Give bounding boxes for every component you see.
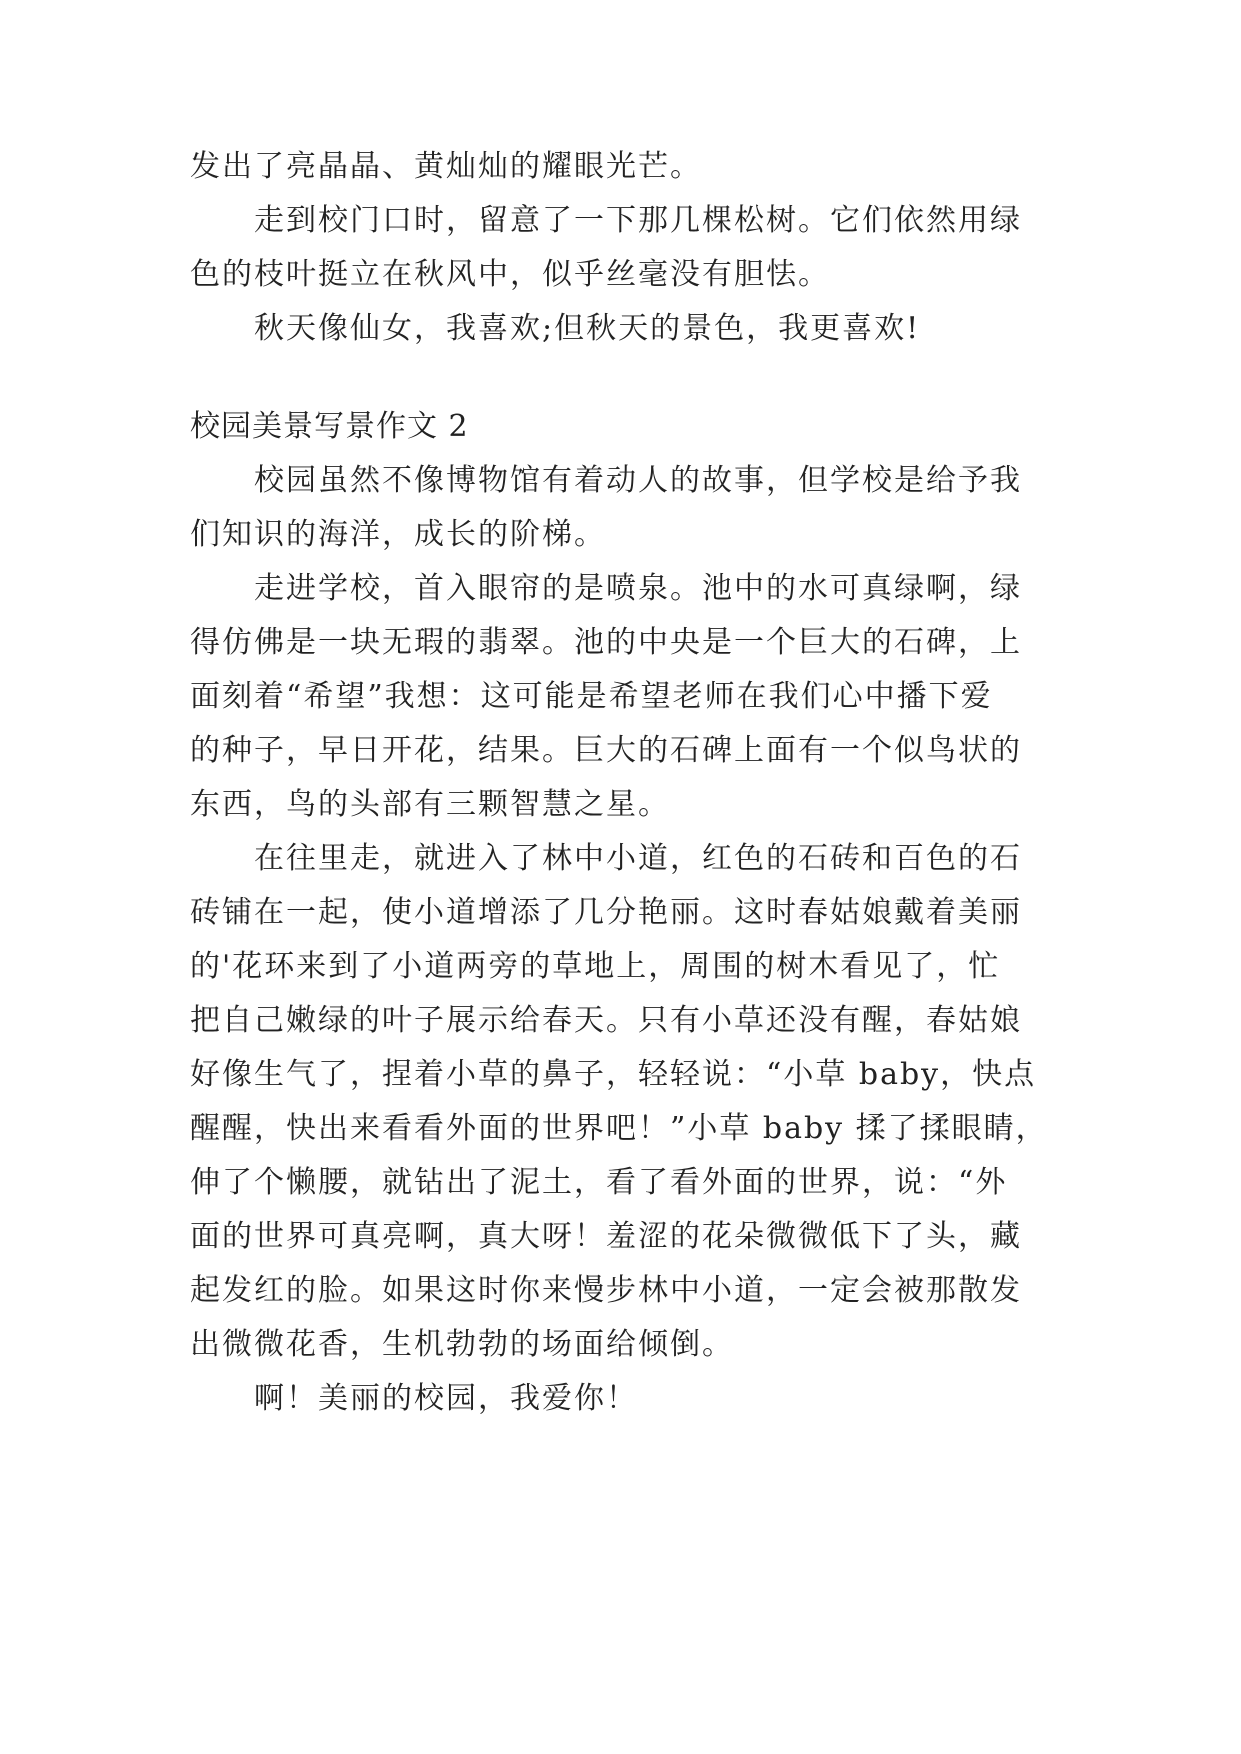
paragraph-line: 伸了个懒腰，就钻出了泥土，看了看外面的世界，说：“外	[190, 1165, 1008, 1200]
paragraph-line: 校园虽然不像博物馆有着动人的故事，但学校是给予我	[254, 463, 1022, 498]
paragraph-line: 好像生气了，捏着小草的鼻子，轻轻说：“小草 baby，快点	[190, 1057, 1037, 1092]
paragraph-line: 砖铺在一起，使小道增添了几分艳丽。这时春姑娘戴着美丽	[190, 895, 1022, 930]
paragraph-line: 在往里走，就进入了林中小道，红色的石砖和百色的石	[254, 841, 1022, 876]
paragraph-line: 面的世界可真亮啊，真大呀！羞涩的花朵微微低下了头，藏	[190, 1219, 1022, 1254]
paragraph-line: 面刻着“希望”我想：这可能是希望老师在我们心中播下爱	[190, 679, 993, 714]
paragraph-line: 出微微花香，生机勃勃的场面给倾倒。	[190, 1327, 734, 1362]
paragraph-line: 醒醒，快出来看看外面的世界吧！”小草 baby 揉了揉眼睛，	[190, 1111, 1048, 1146]
paragraph-line: 得仿佛是一块无瑕的翡翠。池的中央是一个巨大的石碑，上	[190, 625, 1022, 660]
paragraph-line: 走进学校，首入眼帘的是喷泉。池中的水可真绿啊，绿	[254, 571, 1022, 606]
paragraph-line: 色的枝叶挺立在秋风中，似乎丝毫没有胆怯。	[190, 257, 830, 292]
paragraph-line: 啊！美丽的校园，我爱你！	[254, 1381, 638, 1416]
paragraph-line: 把自己嫩绿的叶子展示给春天。只有小草还没有醒，春姑娘	[190, 1003, 1022, 1038]
paragraph-line: 走到校门口时，留意了一下那几棵松树。它们依然用绿	[254, 203, 1022, 238]
paragraph-line: 发出了亮晶晶、黄灿灿的耀眼光芒。	[190, 149, 702, 184]
paragraph-line: 起发红的脸。如果这时你来慢步林中小道，一定会被那散发	[190, 1273, 1022, 1308]
paragraph-line: 们知识的海洋，成长的阶梯。	[190, 517, 606, 552]
section-title: 校园美景写景作文 2	[190, 409, 469, 444]
paragraph-line: 的种子，早日开花，结果。巨大的石碑上面有一个似鸟状的	[190, 733, 1022, 768]
paragraph-line: 的'花环来到了小道两旁的草地上，周围的树木看见了，忙	[190, 949, 1001, 984]
paragraph-line: 东西，鸟的头部有三颗智慧之星。	[190, 787, 670, 822]
paragraph-line: 秋天像仙女，我喜欢;但秋天的景色，我更喜欢!	[254, 311, 921, 346]
